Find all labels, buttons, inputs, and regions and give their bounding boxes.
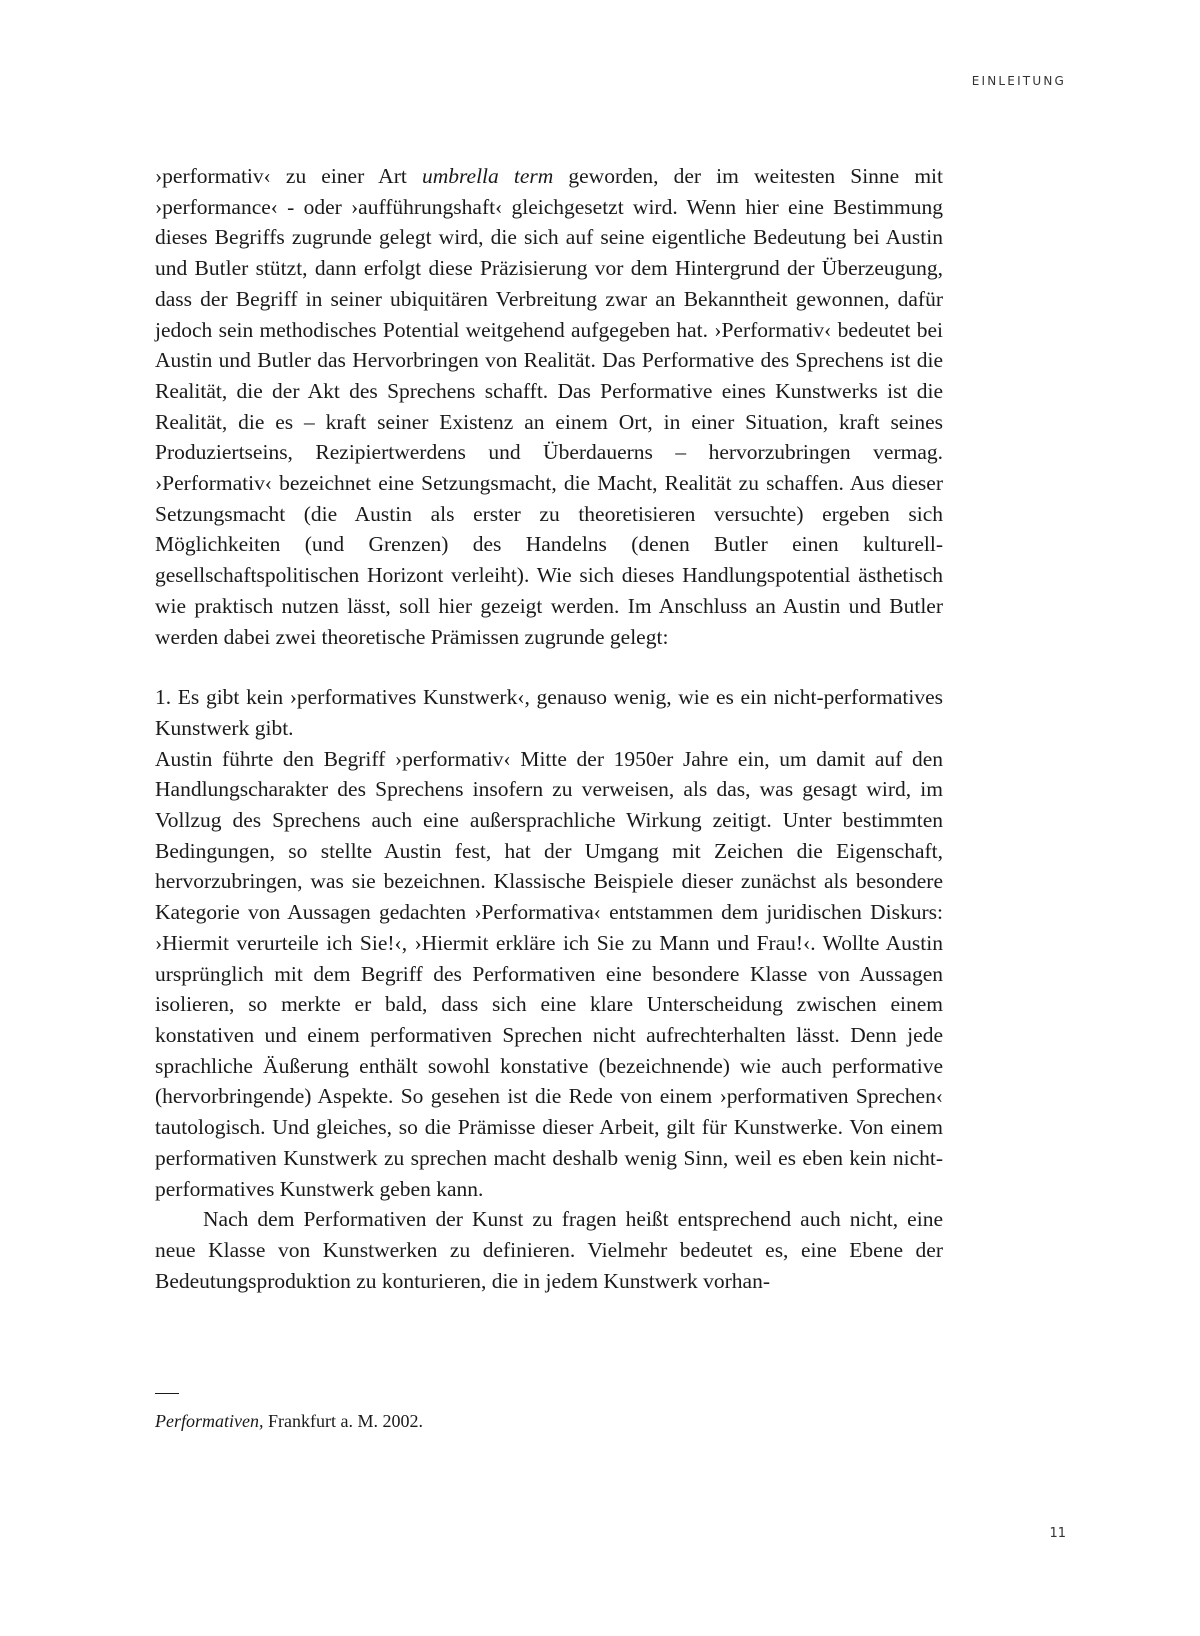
footnote-title: Performativen, (155, 1411, 264, 1431)
footnote-rule (155, 1393, 179, 1394)
paragraph-intro-rest: geworden, der im weitesten Sinne mit ›performance‹ - oder ›aufführungshaft‹ gleichgesetzt wird. Wenn hier eine Bestimmung dieses Begriffs zugrunde gelegt wird, die sich auf seine eigentliche Bedeutung bei Austin und Butler stützt, dann erfolgt diese Präzisierung vor dem Hintergrund der Überzeugung, dass der Begriff in seiner ubiquitären Verbreitung zwar an Bekanntheit gewonnen, dafür jedoch sein methodisches Potential weitgehend aufgegeben hat. ›Performativ‹ bedeutet bei Austin und Butler das Hervorbringen von Realität. Das Performative des Sprechens ist die Realität, die der Akt des Sprechens schafft. Das Performative eines Kunstwerks ist die Realität, die es – kraft seiner Existenz an einem Ort, in einer Situation, kraft seines Produziertseins, Rezipiertwerdens und Überdauerns – hervorzubringen vermag. ›Performativ‹ bezeichnet eine Setzungsmacht, die Macht, Realität zu schaffen. Aus dieser Setzungsmacht (die Austin als erster zu theoretisieren versuchte) ergeben sich Möglichkeiten (und Grenzen) des Handelns (denen Butler einen kulturell-gesellschaftspolitischen Horizont verleiht). Wie sich dieses Handlungspotential ästhetisch wie praktisch nutzen lässt, soll hier gezeigt werden. Im Anschluss an Austin und Butler werden dabei zwei theoretische Prämissen zugrunde gelegt: (155, 164, 943, 649)
page-number: 11 (1049, 1526, 1066, 1541)
main-text (155, 161, 943, 1296)
umbrella-term-italic: umbrella term (421, 164, 554, 188)
footnote (155, 1409, 423, 1433)
premise-1: 1. Es gibt kein ›performatives Kunstwerk‹, genauso wenig, wie es ein nicht-performatives Kunstwerk gibt. (155, 685, 943, 740)
paragraph-intro-start: ›performativ‹ zu einer Art (155, 164, 422, 188)
paragraph-performative-art: Nach dem Performativen der Kunst zu fragen heißt entsprechend auch nicht, eine neue Klasse von Kunstwerken zu definieren. Vielmehr bedeutet es, eine Ebene der Bedeutungsproduktion zu konturieren, die in jedem Kunstwerk vorhan- (155, 1207, 943, 1293)
paragraph-austin: Austin führte den Begriff ›performativ‹ Mitte der 1950er Jahre ein, um damit auf den Handlungscharakter des Sprechens insofern zu verweisen, als das, was gesagt wird, im Vollzug des Sprechens auch eine außersprachliche Wirkung zeitigt. Unter bestimmten Bedingungen, so stellte Austin fest, hat der Umgang mit Zeichen die Eigenschaft, hervorzubringen, was sie bezeichnen. Klassische Beispiele dieser zunächst als besondere Kategorie von Aussagen gedachten ›Performativa‹ entstammen dem juridischen Diskurs: ›Hiermit verurteile ich Sie!‹, ›Hiermit erkläre ich Sie zu Mann und Frau!‹. Wollte Austin ursprünglich mit dem Begriff des Performativen eine besondere Klasse von Aussagen isolieren, so merkte er bald, dass sich eine klare Unterscheidung zwischen einem konstativen und einem performativen Sprechen nicht aufrechterhalten lässt. Denn jede sprachliche Äußerung enthält sowohl konstative (bezeichnende) wie auch performative (hervorbringende) Aspekte. So gesehen ist die Rede von einem ›performativen Sprechen‹ tautologisch. Und gleiches, so die Prämisse dieser Arbeit, gilt für Kunstwerke. Von einem performativen Kunstwerk zu sprechen macht deshalb wenig Sinn, weil es eben kein nicht-performatives Kunstwerk geben kann. (155, 746, 943, 1201)
footnote-rest: Frankfurt a. M. 2002. (263, 1411, 423, 1431)
running-head: EINLEITUNG (971, 74, 1066, 88)
paragraph-intro (155, 161, 943, 652)
